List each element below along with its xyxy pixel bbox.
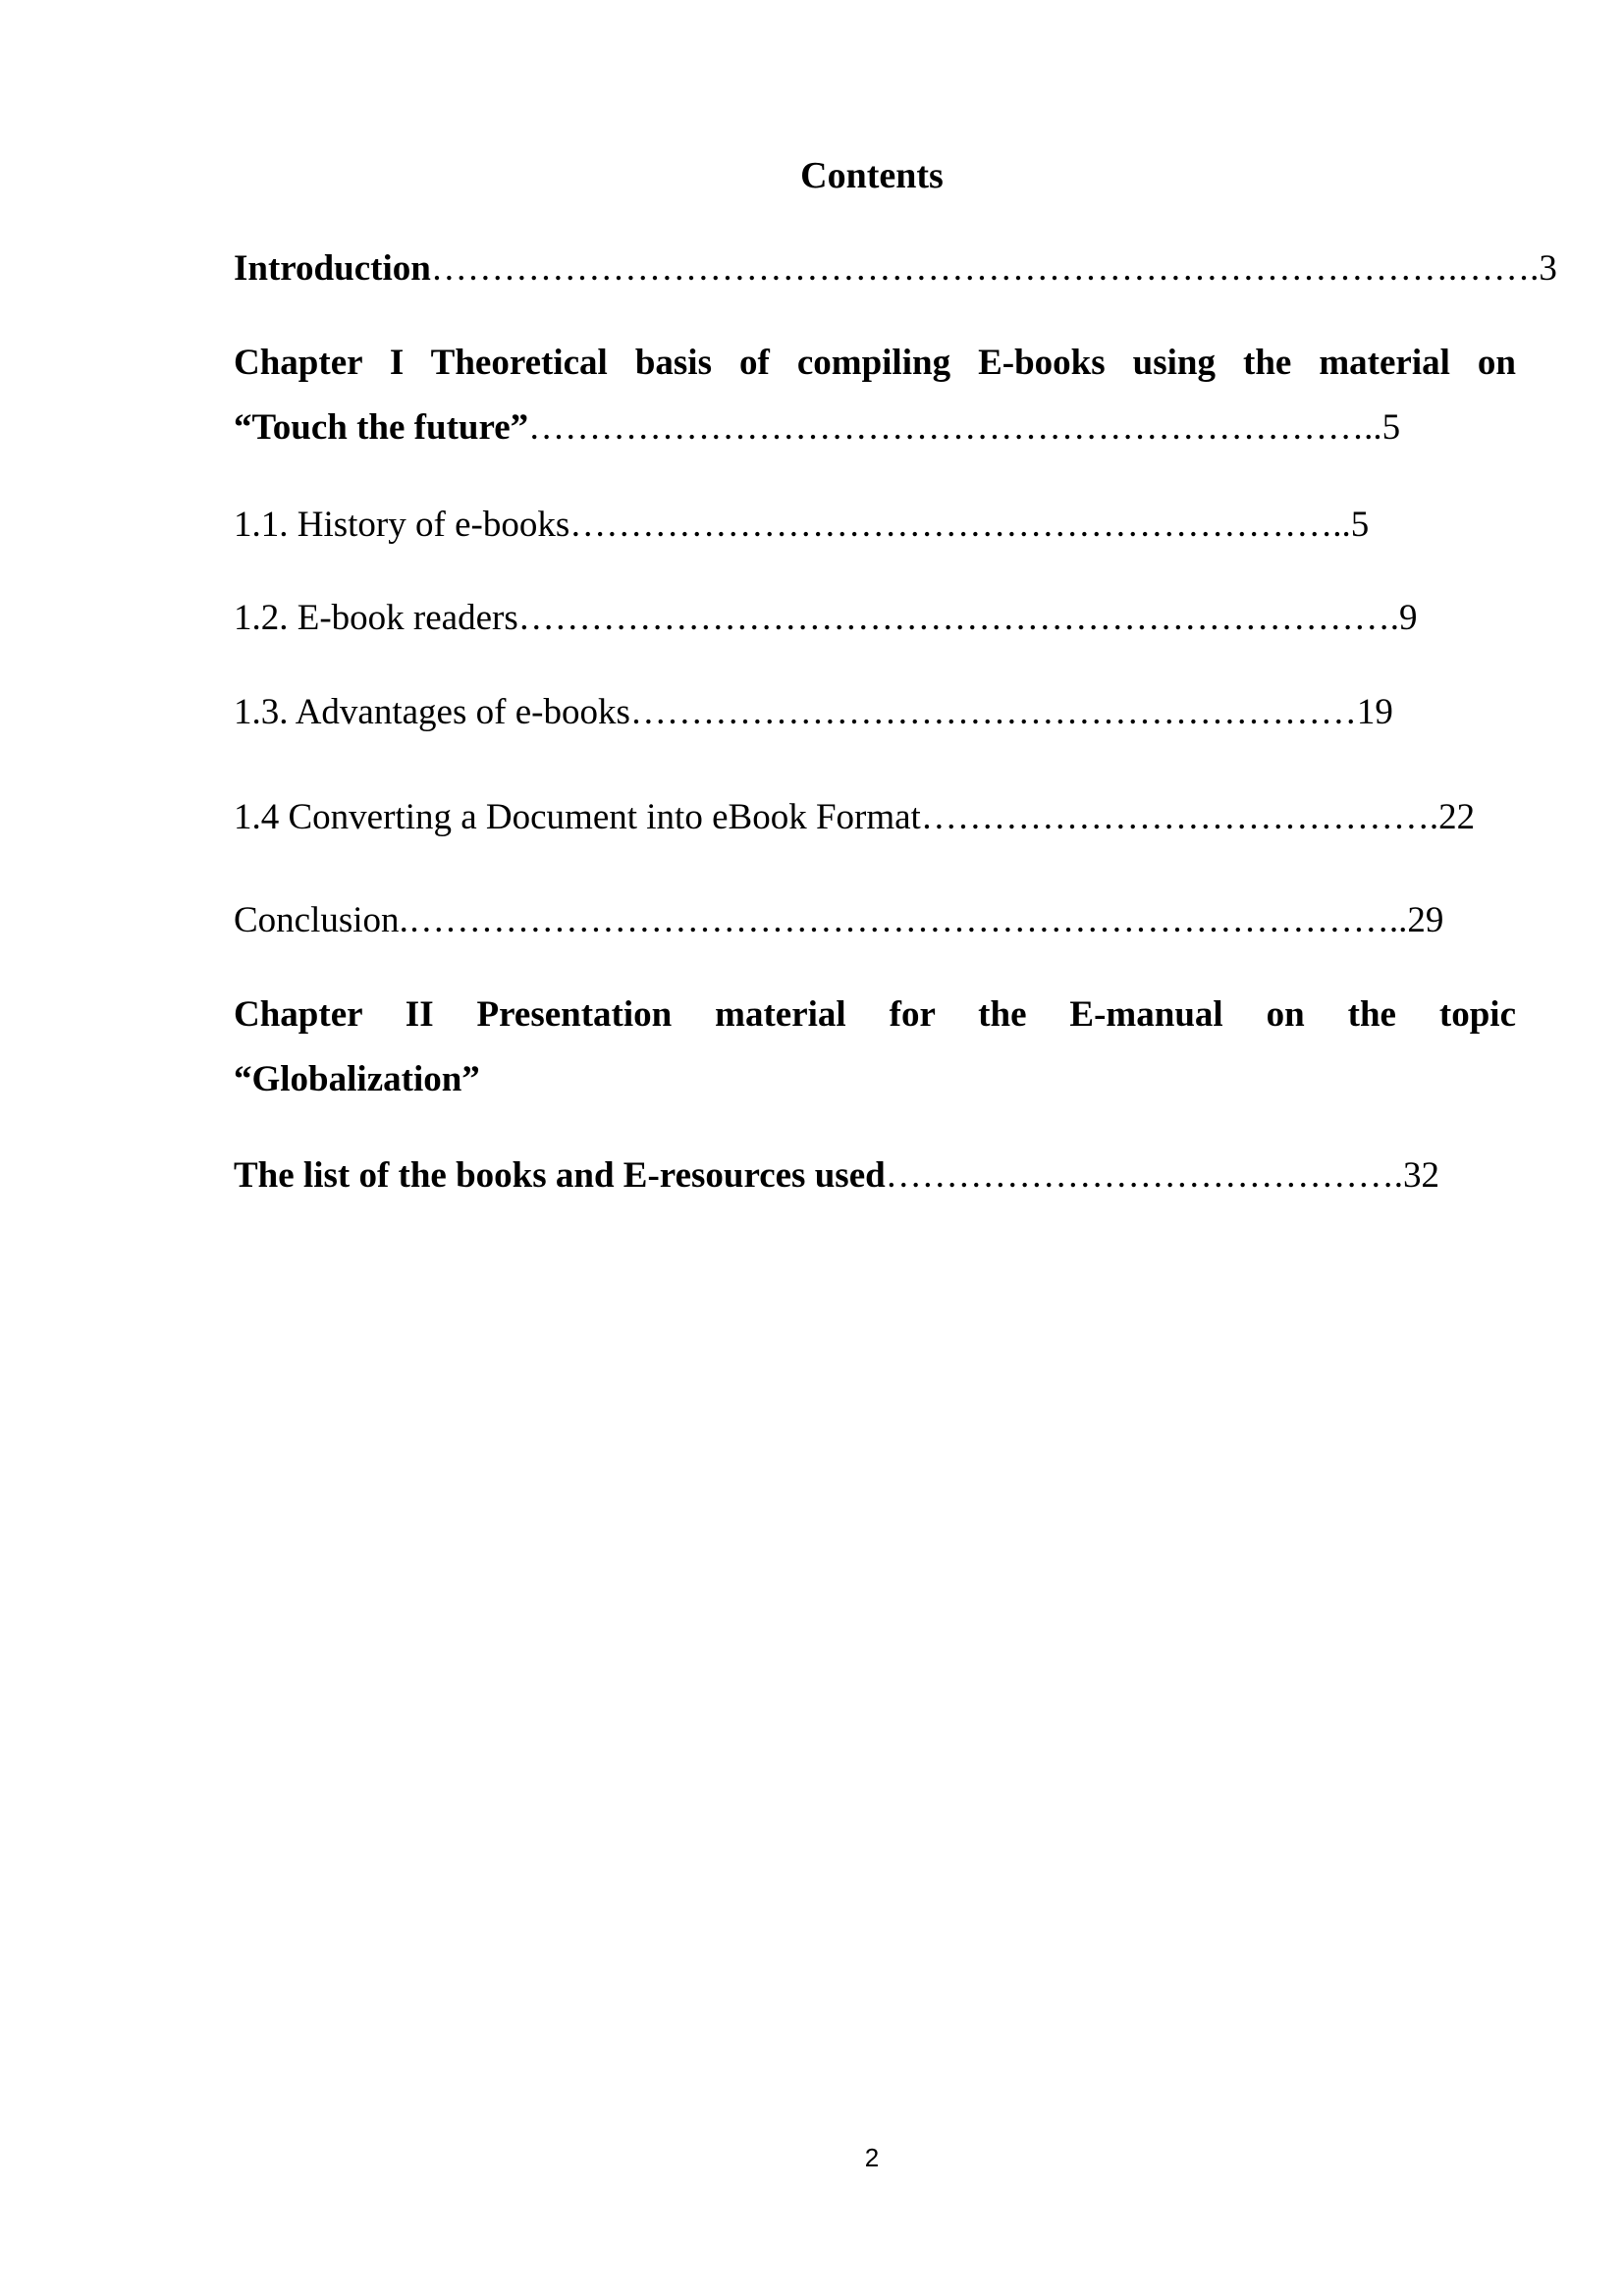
toc-entry-1-4[interactable] (234, 785, 1475, 850)
toc-entry-label: Introduction (234, 248, 431, 289)
toc-entry-label: 1.3. Advantages of e-books (234, 692, 630, 732)
toc-entry-chapter-2[interactable] (234, 983, 1516, 1112)
toc-entry-label: Chapter II Presentation material for the E-manual on the topic (234, 994, 1516, 1035)
toc-page-number: 9 (1398, 598, 1418, 638)
toc-entry-label: Chapter I Theoretical basis of compiling E-books using the material on (234, 343, 1516, 383)
toc-entry-references[interactable] (234, 1144, 1439, 1208)
toc-leader-dots: ………………………………………………………………. (517, 598, 1399, 638)
toc-leader-dots: …………………………………………………… (629, 692, 1357, 732)
toc-leader-dots: ………………………………………………………………………….……. (430, 248, 1540, 289)
toc-entry-chapter-1[interactable] (234, 331, 1516, 460)
toc-entry-label-continued: “Globalization” (234, 1059, 480, 1099)
page-title: Contents (800, 155, 944, 196)
toc-entry-1-3[interactable] (234, 680, 1393, 745)
toc-page-number: 5 (1350, 505, 1370, 545)
toc-entry-label: Conclusion (234, 900, 400, 940)
toc-page-number: 29 (1407, 900, 1444, 940)
toc-page-number: 3 (1539, 248, 1557, 289)
toc-entry-label: 1.2. E-book readers (234, 598, 518, 638)
toc-entry-label: The list of the books and E-resources used (234, 1155, 886, 1196)
toc-entry-label: 1.4 Converting a Document into eBook Format (234, 797, 921, 837)
toc-entry-conclusion[interactable] (234, 888, 1443, 953)
toc-page-number: 19 (1356, 692, 1393, 732)
toc-leader-dots: ……………………………………………………….. (569, 505, 1351, 545)
toc-page-number: 22 (1438, 797, 1476, 837)
toc-entry-label: 1.1. History of e-books (234, 505, 570, 545)
toc-page-number: 32 (1402, 1155, 1439, 1196)
toc-entry-1-2[interactable] (234, 586, 1417, 651)
page-number: 2 (864, 2143, 880, 2172)
toc-leader-dots: ……………………………………. (920, 797, 1439, 837)
toc-leader-dots: …………………………………………………………….. (528, 407, 1382, 448)
toc-entry-introduction[interactable] (234, 237, 1557, 301)
toc-entry-label-continued: “Touch the future” (234, 407, 529, 448)
toc-page-number: 5 (1381, 407, 1401, 448)
toc-entry-1-1[interactable] (234, 493, 1369, 558)
toc-leader-dots: ……………………………………. (885, 1155, 1403, 1196)
toc-leader-dots: .……………………………………………………………………….. (399, 900, 1408, 940)
